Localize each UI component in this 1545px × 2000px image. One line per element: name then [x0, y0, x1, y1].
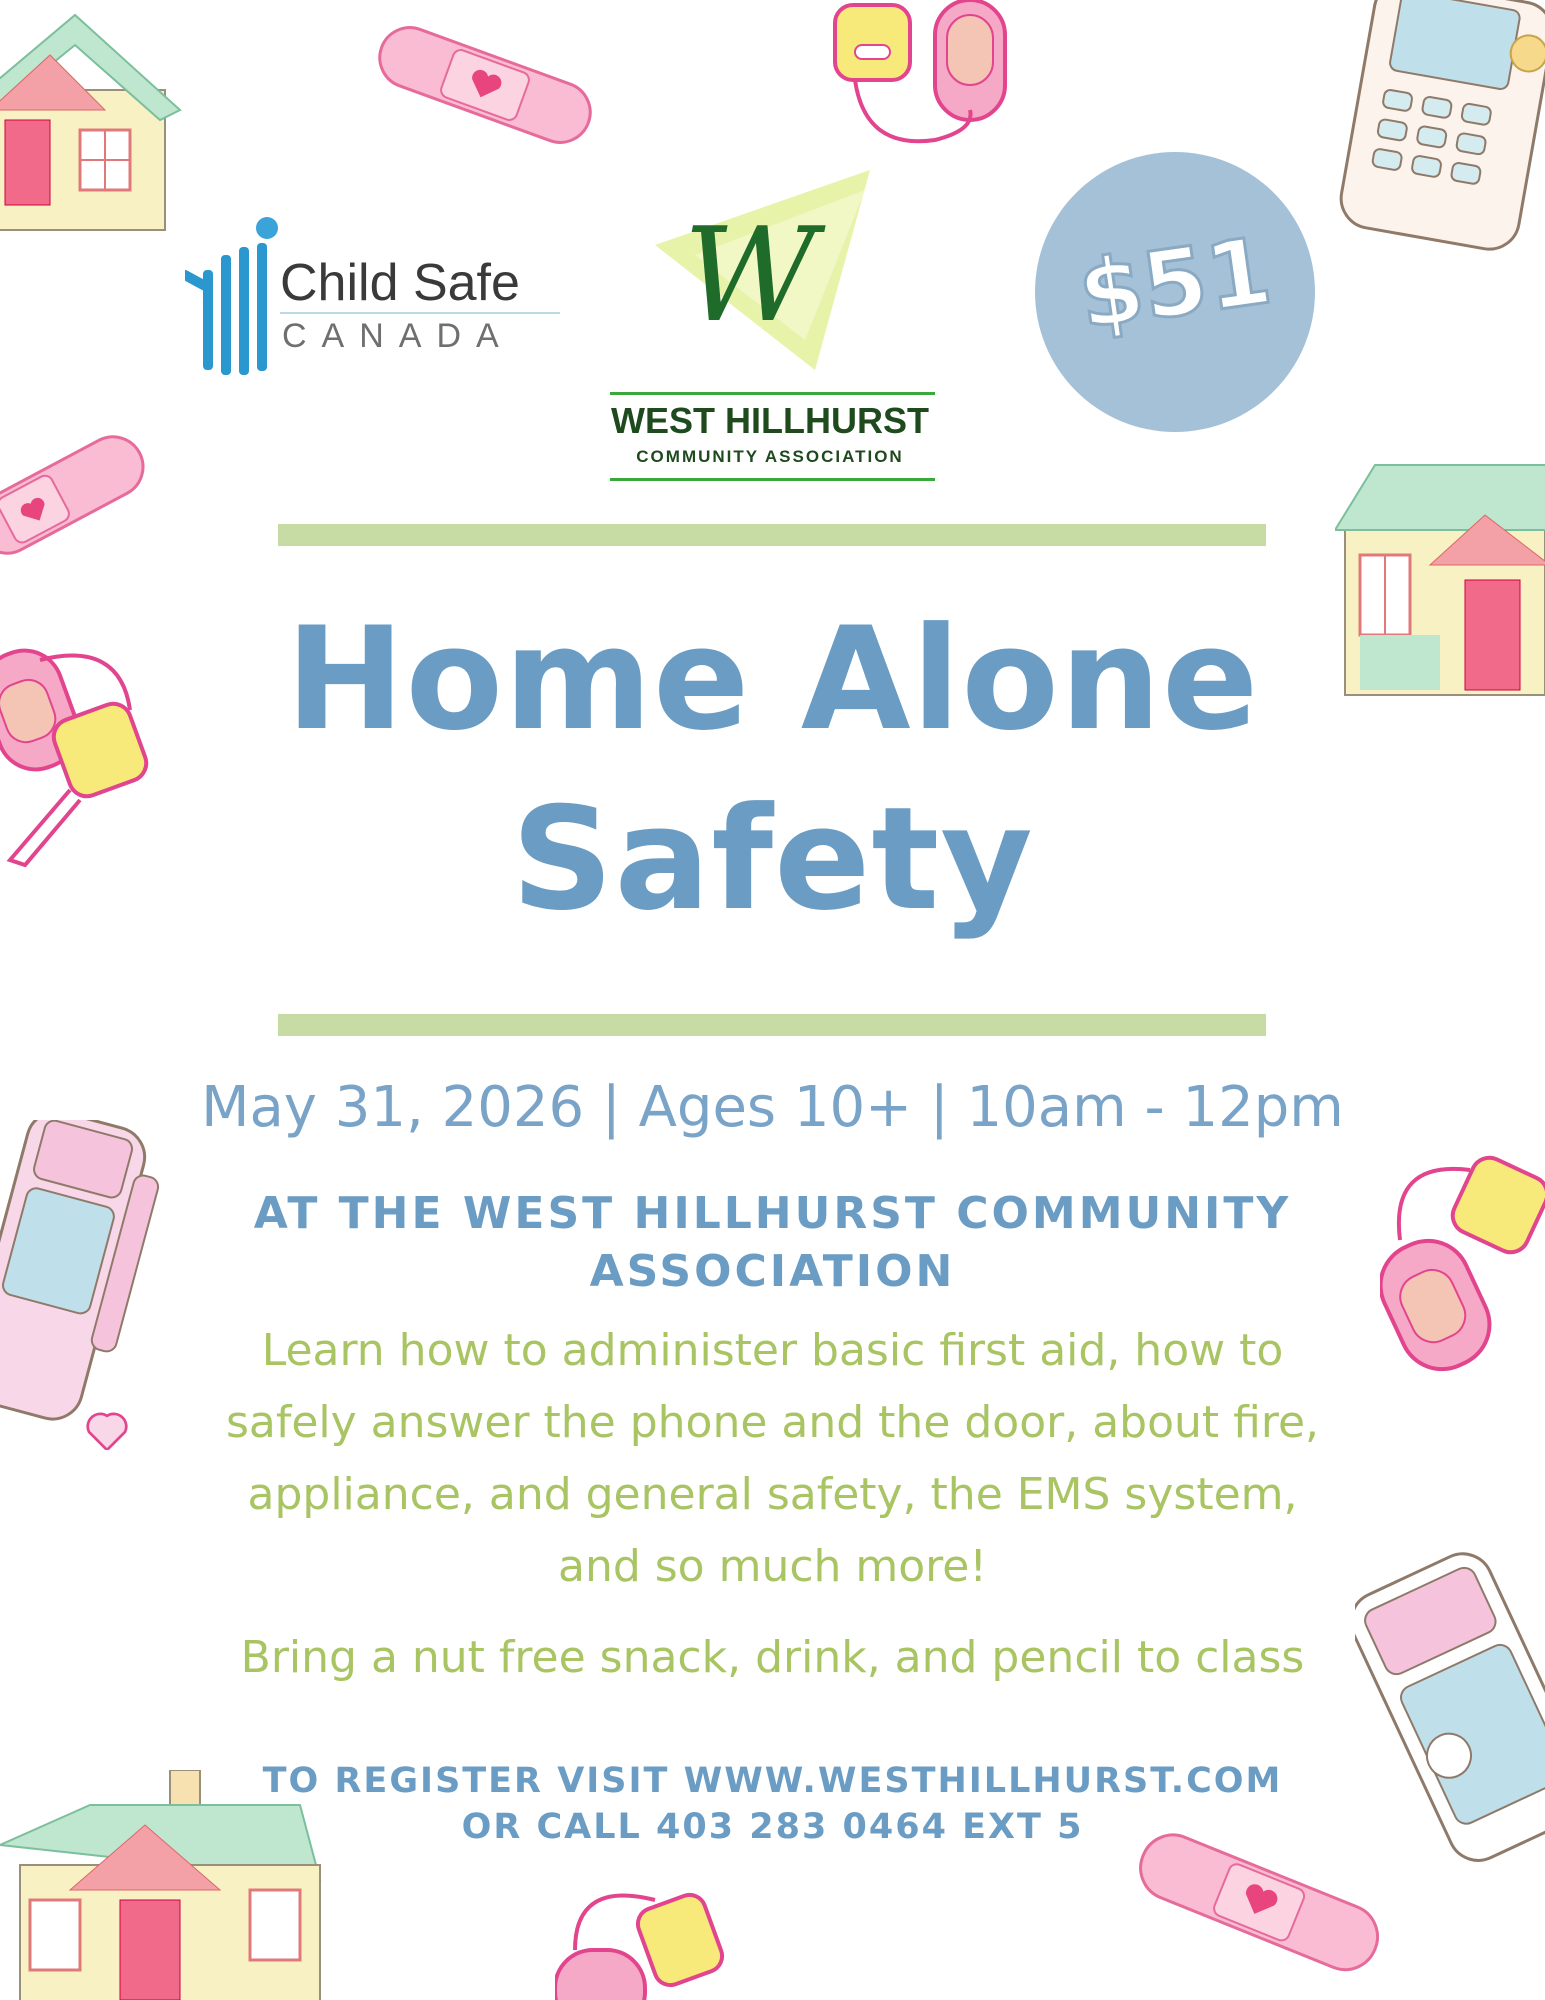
bandage-icon: [0, 420, 150, 570]
title-line-1: Home Alone: [285, 597, 1260, 762]
west-hillhurst-subtitle: COMMUNITY ASSOCIATION: [636, 447, 904, 466]
event-details: May 31, 2026 | Ages 10+ | 10am - 12pm: [201, 1075, 1344, 1140]
register-line-1: TO REGISTER VISIT WWW.WESTHILLHURST.COM: [262, 1761, 1283, 1801]
logo-rule-bottom: [610, 478, 935, 481]
west-hillhurst-name: WEST HILLHURST: [611, 400, 929, 441]
child-safe-name: Child Safe: [280, 254, 520, 312]
west-hillhurst-emblem-icon: [655, 170, 885, 390]
event-location: AT THE WEST HILLHURST COMMUNITY ASSOCIATION: [253, 1188, 1292, 1297]
price-text: $51: [1072, 217, 1278, 350]
phone-icon: [1335, 0, 1545, 260]
bottom-divider: [278, 1014, 1266, 1036]
logo-divider: [280, 312, 560, 314]
child-safe-icon: [185, 215, 285, 375]
registration-info: [240, 1758, 1305, 1850]
bring-note: Bring a nut free snack, drink, and pencil to class: [240, 1632, 1305, 1683]
register-line-2: OR CALL 403 283 0464 EXT 5: [461, 1807, 1084, 1847]
car-key-icon: [825, 0, 1025, 160]
car-key-icon: [1380, 1150, 1545, 1380]
event-description: Learn how to administer basic first aid, how to safely answer the phone and the door, about fire, appliance, and general safety, the EMS system, and so much more!: [225, 1325, 1320, 1592]
title-line-2: Safety: [511, 777, 1034, 942]
child-safe-subtitle: CANADA: [282, 317, 514, 355]
west-hillhurst-logo: [605, 170, 945, 490]
top-divider: [278, 524, 1266, 546]
monogram: W: [683, 199, 817, 351]
bandage-icon: [365, 20, 605, 150]
price-badge: [1035, 152, 1315, 432]
car-key-icon: [555, 1880, 725, 2000]
phone-icon: [0, 1120, 160, 1450]
child-safe-canada-logo: [185, 215, 565, 375]
house-icon: [0, 0, 200, 240]
logo-rule-top: [610, 392, 935, 395]
